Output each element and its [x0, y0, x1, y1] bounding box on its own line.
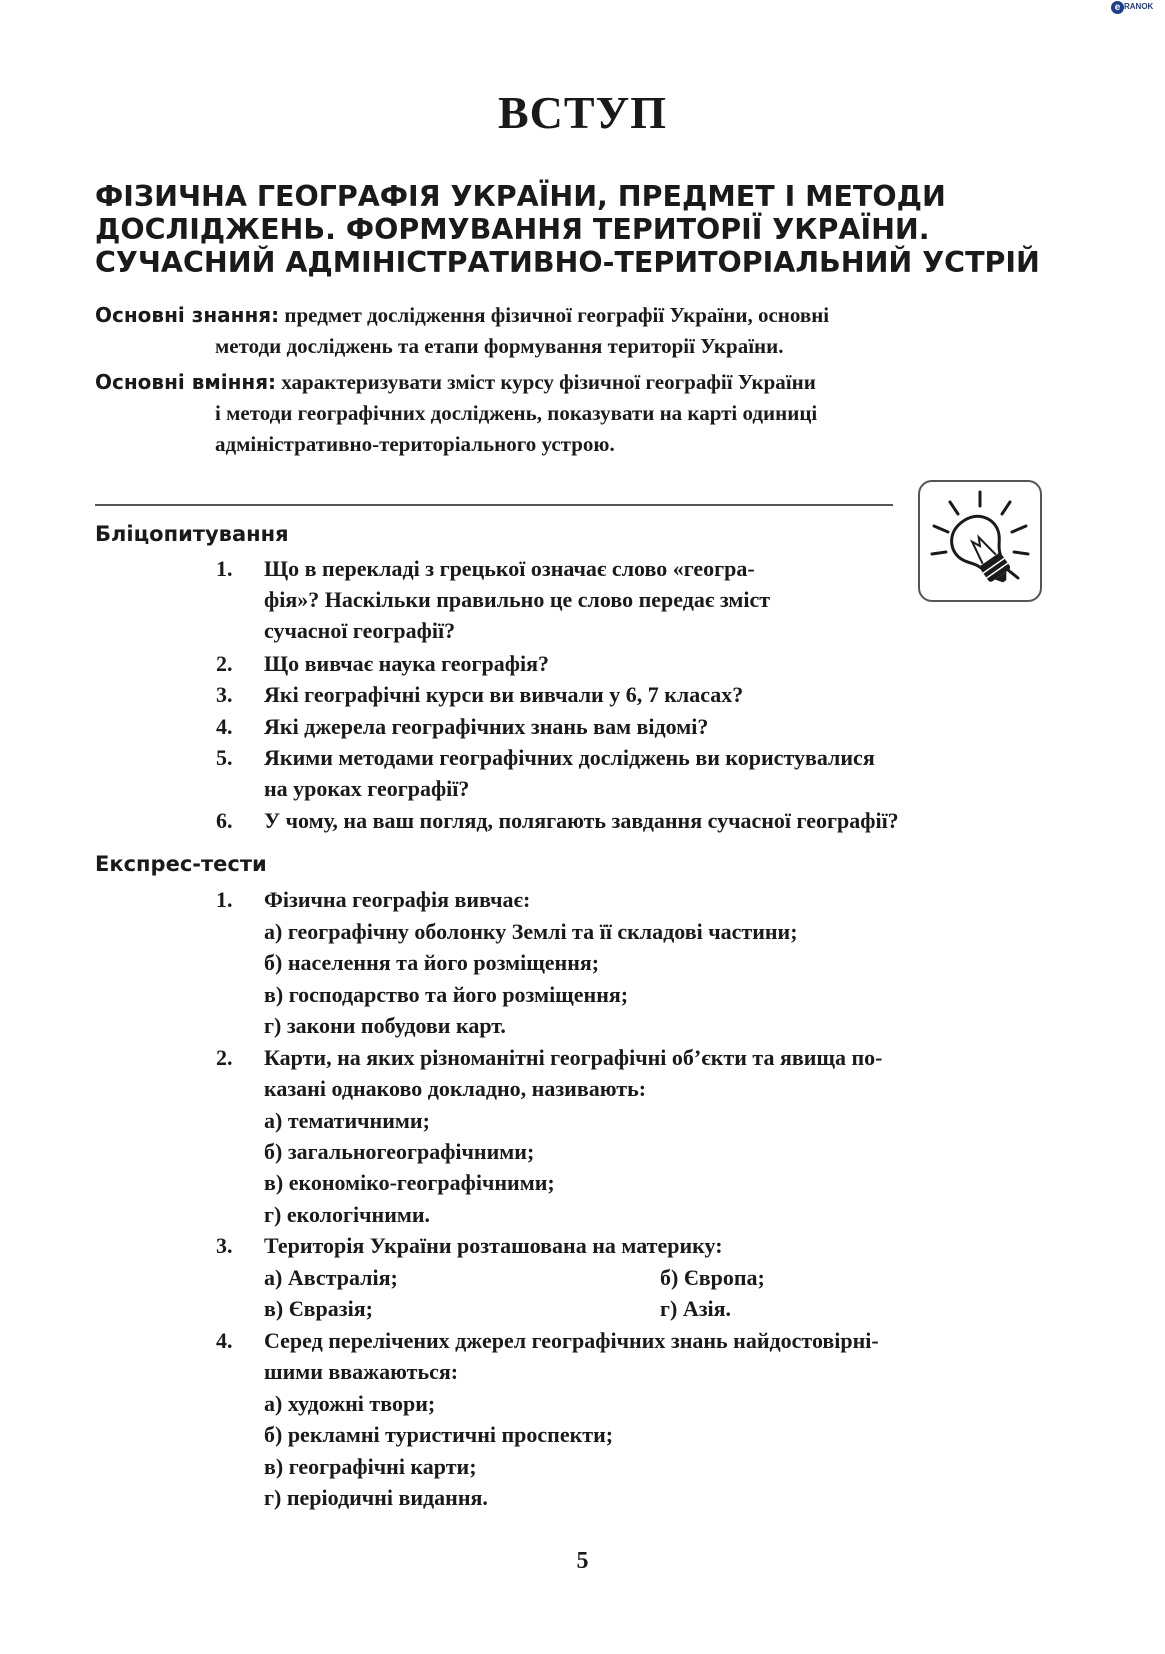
page-number: 5	[576, 1548, 589, 1574]
question-text: сучасної географії?	[264, 618, 456, 643]
question-text: У чому, на ваш погляд, полягають завдання сучасної географії?	[264, 808, 899, 833]
test-question: Карти, на яких різноманітні географічні об’єкти та явища по-	[264, 1045, 883, 1070]
section-title-line: ДОСЛІДЖЕНЬ. ФОРМУВАННЯ ТЕРИТОРІЇ УКРАЇНИ.	[95, 213, 930, 246]
test-question: шими вважаються:	[264, 1359, 459, 1384]
question-text: Що вивчає наука географія?	[264, 651, 550, 676]
question-number: 2.	[216, 651, 233, 676]
express-heading: Експрес-тести	[95, 852, 267, 876]
question-text: на уроках географії?	[264, 776, 470, 801]
test-option: г) закони побудови карт.	[264, 1013, 506, 1038]
publisher-logo	[1110, 0, 1162, 22]
test-option: в) економіко-географічними;	[264, 1170, 555, 1195]
test-option: б) рекламні туристичні проспекти;	[264, 1422, 614, 1447]
test-question: Серед перелічених джерел географічних знань найдостовірні-	[264, 1328, 879, 1353]
key-skills	[95, 367, 1055, 460]
test-option: а) Австралія;	[264, 1265, 398, 1290]
question-text: фія»? Наскільки правильно це слово передає зміст	[264, 587, 771, 612]
logo-text: RANOK	[1124, 2, 1154, 11]
section-title-line: ФІЗИЧНА ГЕОГРАФІЯ УКРАЇНИ, ПРЕДМЕТ І МЕТОДИ	[95, 180, 946, 213]
question-number: 5.	[216, 745, 233, 770]
question-text: Які географічні курси ви вивчали у 6, 7 класах?	[264, 682, 744, 707]
test-option: в) господарство та його розміщення;	[264, 982, 629, 1007]
key-knowledge	[95, 300, 1055, 362]
test-number: 1.	[216, 887, 233, 912]
test-question: Територія України розташована на материку:	[264, 1233, 723, 1258]
key-skills-label: Основні вміння:	[95, 370, 277, 394]
test-option: а) тематичними;	[264, 1108, 430, 1133]
test-option: б) населення та його розміщення;	[264, 950, 600, 975]
question-number: 1.	[216, 556, 233, 581]
test-question: Фізична географія вивчає:	[264, 887, 531, 912]
question-number: 6.	[216, 808, 233, 833]
lightbulb-icon	[918, 480, 1042, 602]
test-option: г) періодичні видання.	[264, 1485, 488, 1510]
question-text: Якими методами географічних досліджень ви користувалися	[264, 745, 875, 770]
test-option: г) екологічними.	[264, 1202, 431, 1227]
test-number: 4.	[216, 1328, 233, 1353]
question-text: Що в перекладі з грецької означає слово «геогра-	[264, 556, 755, 581]
test-question: казані однаково докладно, називають:	[264, 1076, 647, 1101]
key-skills-text: адміністративно-територіального устрою.	[215, 432, 615, 456]
logo-letter: e	[1111, 1, 1124, 14]
key-skills-text: характеризувати зміст курсу фізичної географії України	[281, 370, 816, 394]
section-title-line: СУЧАСНИЙ АДМІНІСТРАТИВНО-ТЕРИТОРІАЛЬНИЙ УСТРІЙ	[95, 246, 1040, 279]
test-option: б) загальногеографічними;	[264, 1139, 535, 1164]
page-title: ВСТУП	[497, 87, 668, 138]
test-option: в) Євразія;	[264, 1296, 373, 1321]
key-knowledge-text: предмет дослідження фізичної географії України, основні	[284, 303, 830, 327]
test-option: г) Азія.	[660, 1296, 732, 1321]
question-text: Які джерела географічних знань вам відомі?	[264, 714, 709, 739]
blitz-heading: Бліцопитування	[95, 522, 289, 546]
section-title	[95, 180, 1055, 279]
key-skills-text: і методи географічних досліджень, показувати на карті одиниці	[215, 401, 818, 425]
test-option: а) художні твори;	[264, 1391, 436, 1416]
key-knowledge-label: Основні знання:	[95, 303, 280, 327]
test-number: 2.	[216, 1045, 233, 1070]
test-option: а) географічну оболонку Землі та її складові частини;	[264, 919, 798, 944]
key-knowledge-text: методи досліджень та етапи формування території України.	[215, 334, 784, 358]
question-number: 4.	[216, 714, 233, 739]
question-number: 3.	[216, 682, 233, 707]
test-option: в) географічні карти;	[264, 1454, 477, 1479]
test-option: б) Європа;	[660, 1265, 765, 1290]
divider	[95, 504, 893, 506]
test-number: 3.	[216, 1233, 233, 1258]
